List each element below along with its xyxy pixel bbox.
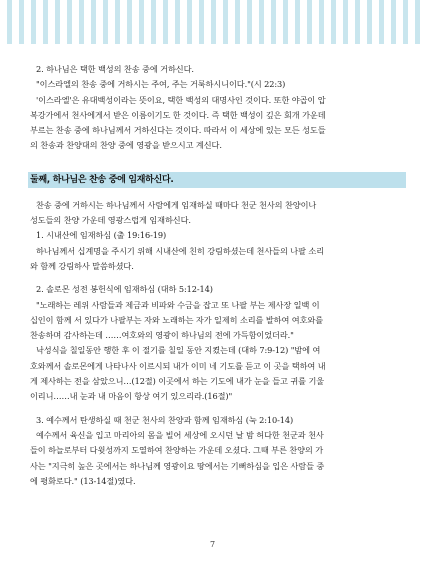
paragraph-line: 복강가에서 천사에게서 받은 이름이기도 한 것이다. 즉 택한 백성이 깊은 회개 가운데 (30, 109, 326, 120)
paragraph-line: 예수께서 육신을 입고 마리아의 몸을 빌어 세상에 오시던 날 밤 허다한 천군과 천사 (36, 429, 324, 440)
paragraph-line: 사는 "지극히 높은 곳에서는 하나님께 영광이요 땅에서는 기뻐하심을 입은 사람들 중 (30, 460, 325, 471)
paragraph-line: 이리니……내 눈과 내 마음이 항상 여기 있으리라.(16절)" (30, 391, 233, 402)
paragraph-line: 십인이 함께 서 있다가 나팔부는 자와 노래하는 자가 일제히 소리를 발하여 여호와를 (30, 314, 324, 325)
paragraph-line: 찬송하며 감사하는데 ……여호와의 영광이 하나님의 전에 가득함이었더라." (30, 330, 294, 341)
item-2-title: 2. 솔로몬 성전 봉헌식에 임재하심 (대하 5:12-14) (36, 284, 213, 295)
item-3-title: 3. 예수께서 탄생하실 때 천군 천사의 찬양과 함께 임재하심 (눅 2:10-14) (36, 414, 294, 425)
paragraph-line: 와 함께 강림하사 말씀하셨다. (30, 260, 134, 271)
paragraph-line: 낙성식을 칠일동안 행한 후 이 절기를 칠일 동안 지켰는데 (대하 7:9-12) "밤에 여 (36, 345, 321, 356)
intro-line: 찬송 중에 거하시는 하나님께서 사람에게 임재하실 때마다 천군 천사의 찬양이나 (36, 199, 317, 210)
section-2-heading: 2. 하나님은 택한 백성의 찬송 중에 거하신다. (36, 64, 194, 74)
paragraph-line: 부르는 찬송 중에 하나님께서 거하신다는 것이다. 따라서 이 세상에 있는 모든 성도들 (30, 125, 326, 136)
paragraph-line: '이스라엘'은 유대백성이라는 뜻이요, 택한 백성의 대명사인 것이다. 또한 야곱이 압 (36, 94, 326, 105)
paragraph-line: "노래하는 레위 사람들과 제금과 비파와 수금을 잡고 또 나팔 부는 제사장 일백 이 (36, 299, 320, 310)
page-number: 7 (209, 540, 216, 549)
paragraph-line: 하나님께서 십계명을 주시기 위해 시내산에 친히 강림하셨는데 천사들의 나팔 소리 (36, 245, 325, 256)
paragraph-line: 들이 하늘로부터 다윗성까지 도열하여 찬양하는 가운데 오셨다. 그때 부른 찬양의 가 (30, 445, 324, 456)
item-1-title: 1. 시내산에 임재하심 (출 19:16-19) (36, 230, 167, 241)
page-content (30, 62, 406, 489)
highlighted-heading: 둘째, 하나님은 찬송 중에 임재하신다. (30, 174, 174, 185)
highlighted-heading-bar (28, 172, 406, 188)
paragraph-line: 게 제사하는 전을 삼았으니…(12절) 이곳에서 하는 기도에 내가 눈을 들고 귀를 기울 (30, 376, 325, 387)
intro-line: 성도들의 찬양 가운데 영광스럽게 임재하신다. (30, 215, 191, 226)
document-page (14, 48, 411, 588)
decorative-stripe-band (0, 0, 425, 44)
paragraph-line: 호와께서 솔로몬에게 나타나사 이르시되 내가 이미 네 기도를 듣고 이 곳을 택하여 내 (30, 360, 326, 371)
paragraph-line: 에 평화로다." (13-14절)였다. (30, 475, 136, 486)
paragraph-line: 의 찬송과 찬양대의 찬양 중에 영광을 받으시고 계신다. (30, 140, 222, 151)
scripture-quote: "이스라엘의 찬송 중에 거하시는 주여, 주는 거룩하시니이다."(시 22:3) (36, 79, 286, 90)
